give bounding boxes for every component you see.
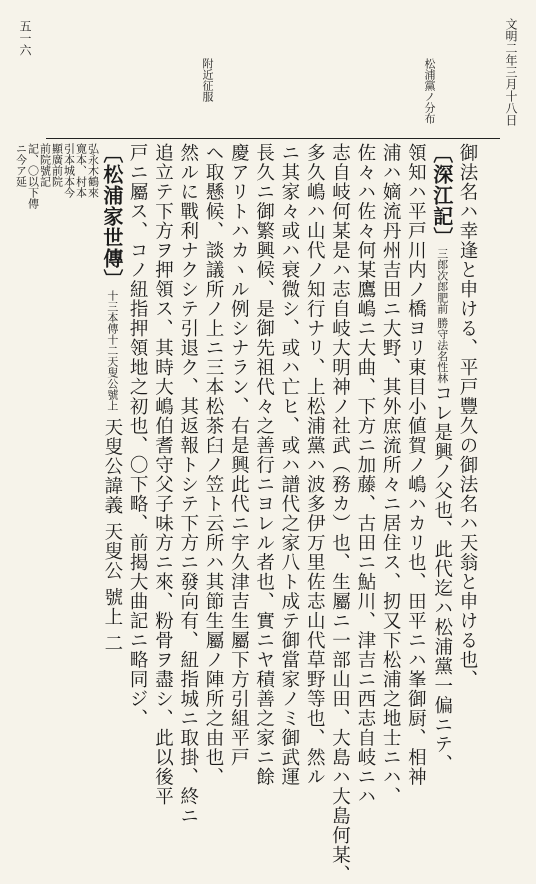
- title2-note-3: 天叟公號上: [105, 356, 119, 411]
- small-note-4: 顯廣前院: [50, 143, 64, 187]
- small-note-6: 記、〇以下傳: [26, 143, 40, 209]
- section-title-matsura-kaseiden: 松浦家世傳: [99, 164, 124, 269]
- text-line-8: 長久ニ御繁興候、是御先祖代々之善行ニヨレル者也、實ニヤ積善之家ニ餘: [253, 143, 275, 787]
- header-divider: [46, 138, 500, 139]
- document-body: [14, 143, 480, 884]
- title2-note-1: 十三: [105, 290, 119, 312]
- text-line-12: 追立テ下方ヲ押領ス、其時大嶋伯耆守父子味方ニ來、粉骨ヲ盡シ、此以後平: [152, 143, 174, 806]
- title-note-2: 肥前 勝守: [435, 292, 449, 340]
- margin-note-matsura-distribution: 松浦黨ノ分布: [423, 58, 436, 124]
- text-line-6: 多久嶋ハ山代ノ知行ナリ、上松浦黨ハ波多伊万里佐志山代草野等也、然ル: [304, 143, 326, 787]
- text-line-11: 然ルに戰利ナクシテ引退ク、其返報トシテ下方ニ發向有、紐指城ニ取掛、終ニ: [177, 143, 199, 826]
- text-line-2: 領知ハ平戸川内ノ橋ヨリ東目小値賀ノ嶋ハカリ也、田平ニハ峯御厨、相神: [405, 143, 427, 787]
- text-line-7: ニ其家々或ハ衰微シ、或ハ亡ヒ、或ハ譜代之家八ト成テ御當家ノミ御武運: [278, 143, 300, 787]
- text-line-14b: 天叟公: [101, 522, 123, 581]
- text-line-14d: 二: [101, 633, 123, 654]
- text-line-1: 御法名ハ幸逢と申ける、平戸豐久の御法名ハ天翁と申ける也、: [457, 143, 478, 689]
- title2-note-2: 本傳十二: [105, 312, 119, 356]
- text-line-title-fukae: [428, 143, 454, 781]
- text-line-3: 浦ハ嫡流丹州吉田ニ大野、其外庶流所々ニ居住ス、扨又下松浦之地士ニハ、: [380, 143, 402, 806]
- bracket-close-icon: 〕: [429, 227, 454, 248]
- text-line-14c: 號上: [101, 587, 123, 627]
- section-title-fukaeki: 深江記: [429, 164, 454, 227]
- small-note-7: ニ今ア延: [14, 143, 28, 187]
- text-line-10: ヘ取懸候、談議所ノ上ニ三本松茶臼ノ笠ト云所ハ其節生屬ノ陣所之由也、: [203, 143, 225, 787]
- text-line-13: 戸ニ屬ス、コノ紐指押領地之初也、〇下略、前揭大曲記ニ略同ジ、: [127, 143, 149, 728]
- small-note-5: 前院號記: [38, 143, 52, 187]
- text-line-9: 慶アリトハカヽル例シナラン、右是興此代ニ宇久津吉生屬下方引組平戸: [228, 143, 250, 767]
- title-note-3: 法名性林: [435, 339, 449, 384]
- title-note-1: 三郎次郎: [435, 248, 449, 292]
- bracket-open-icon: 〔: [99, 143, 124, 164]
- page-number: 五一六: [18, 20, 32, 56]
- text-line-title-matsura: [99, 143, 125, 781]
- small-note-2: 寛本、村本: [74, 143, 88, 198]
- small-note-3: 引本城本今: [62, 143, 76, 198]
- bracket-close-icon: 〕: [99, 269, 124, 290]
- text-line-5: 志自岐何某是ハ志自岐大明神ノ社武（務カ）也、生屬ニ一部山田、大島ハ大島何某、: [329, 143, 351, 884]
- title-line-text: コレ是興ノ父也、此代迄ハ松浦黨一偏ニテ、: [431, 383, 453, 774]
- text-line-14a: 天叟公諱義: [101, 417, 123, 516]
- text-line-4: 佐々ハ佐々何某鷹嶋ニ大曲、下方ニ加藤、古田ニ鮎川、津吉ニ西志自岐ニハ: [354, 143, 376, 806]
- small-note-1: 弘永木鶴來: [86, 143, 100, 198]
- page-header-date: 文明二年三月十八日: [504, 18, 518, 126]
- margin-note-subjugation: 附近征服: [201, 58, 214, 102]
- bracket-open-icon: 〔: [429, 143, 454, 164]
